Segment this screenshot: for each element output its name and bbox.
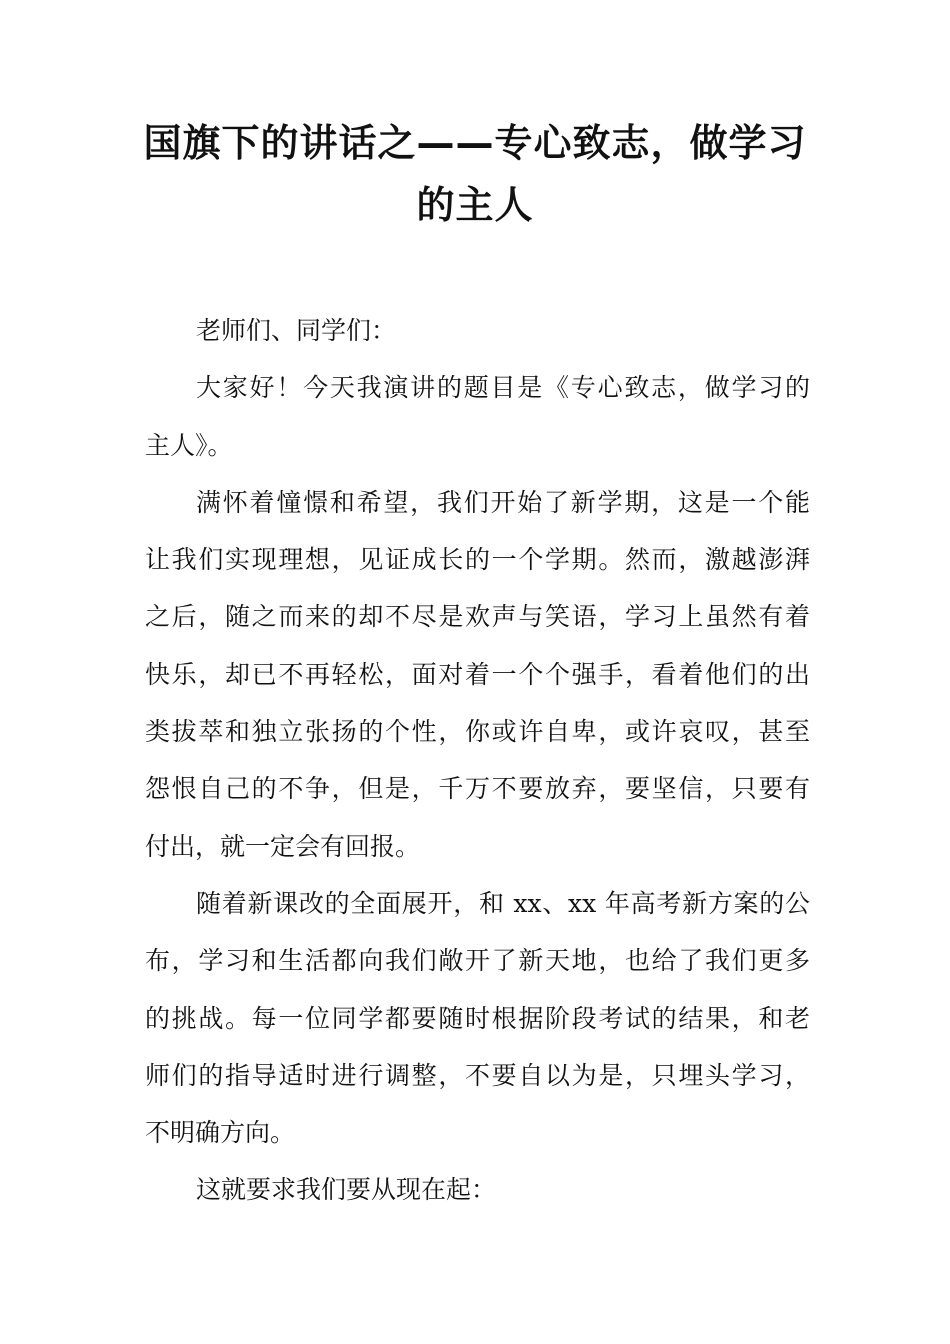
paragraph-line: 布，学习和生活都向我们敞开了新天地，也给了我们更多 — [145, 946, 810, 976]
document-title — [120, 112, 830, 236]
paragraph-line: 的挑战。每一位同学都要随时根据阶段考试的结果，和老 — [145, 1003, 810, 1033]
paragraph-line: 大家好！今天我演讲的题目是《专心致志，做学习的 — [196, 373, 810, 403]
paragraph-line: 付出，就一定会有回报。 — [145, 831, 421, 861]
paragraph-line: 满怀着憧憬和希望，我们开始了新学期，这是一个能 — [196, 487, 810, 517]
paragraph-line: 让我们实现理想，见证成长的一个学期。然而，激越澎湃 — [145, 545, 810, 575]
paragraph-line: 怨恨自己的不争，但是，千万不要放弃，要坚信，只要有 — [145, 774, 810, 804]
paragraph-line: 类拔萃和独立张扬的个性，你或许自卑，或许哀叹，甚至 — [145, 717, 810, 747]
paragraph-line: 快乐，却已不再轻松，面对着一个个强手，看着他们的出 — [145, 659, 810, 689]
greeting-line: 老师们、同学们： — [196, 316, 397, 345]
paragraph-line: 主人》。 — [145, 430, 233, 460]
title-line: 的主人 — [416, 183, 534, 227]
paragraph-line: 师们的指导适时进行调整，不要自以为是，只埋头学习， — [145, 1060, 810, 1090]
paragraph-line: 不明确方向。 — [145, 1118, 296, 1148]
speech-body — [145, 302, 810, 1219]
title-line: 国旗下的讲话之——专心致志，做学习 — [143, 121, 807, 165]
paragraph-line: 随着新课改的全面展开，和 xx、xx 年高考新方案的公 — [196, 888, 810, 918]
paragraph-line: 之后，随之而来的却不尽是欢声与笑语，学习上虽然有着 — [145, 602, 810, 632]
paragraph-line: 这就要求我们要从现在起： — [196, 1175, 497, 1205]
